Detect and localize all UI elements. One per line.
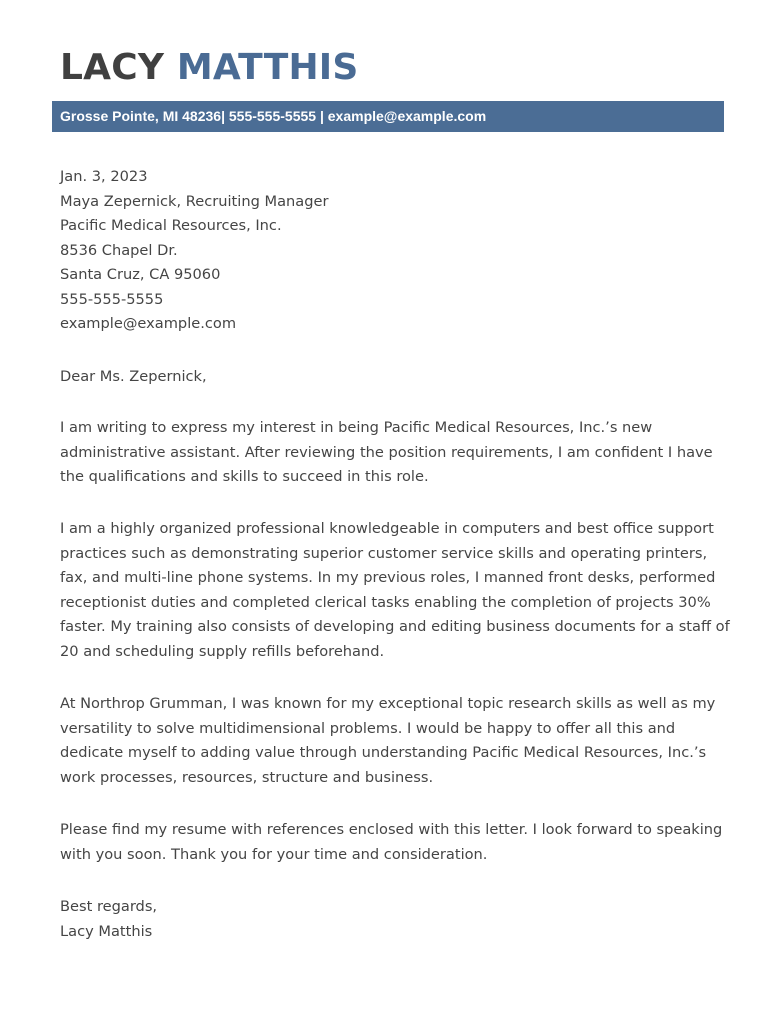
first-name: LACY — [60, 47, 165, 88]
body-paragraph-4: Please find my resume with references enclosed with this letter. I look forward to speaking with you soon. Thank you for your time and consideration. — [60, 821, 723, 863]
recipient-block — [60, 165, 730, 337]
body-paragraph-1: I am writing to express my interest in being Pacific Medical Resources, Inc.’s new administrative assistant. After reviewing the position requirements, I am confident I have the qualifications and skills to succeed in this role. — [60, 419, 713, 485]
signature: Lacy Matthis — [60, 922, 153, 940]
letter-date: Jan. 3, 2023 — [60, 168, 148, 185]
recipient-street: 8536 Chapel Dr. — [60, 241, 178, 259]
body-paragraph-3: At Northrop Grumman, I was known for my exceptional topic research skills as well as my versatility to solve multidimensional problems. I would be happy to offer all this and dedicate myself to adding value through understanding Pacific Medical Resources, Inc.’s work processes, resources, structure and business. — [60, 695, 716, 786]
applicant-name — [60, 44, 359, 92]
recipient-company: Pacific Medical Resources, Inc. — [60, 217, 282, 234]
recipient-phone: 555-555-5555 — [60, 290, 164, 308]
body-paragraph-2: I am a highly organized professional knowledgeable in computers and best office support practices such as demonstrating superior customer service skills and operating printers, fax, and multi-line phone systems. In my previous roles, I manned front desks, performed receptionist duties and completed clerical tasks enabling the completion of projects 30% faster. My training also consists of developing and editing business documents for a staff of 20 and scheduling supply refills beforehand. — [60, 520, 730, 660]
recipient-city-state-zip: Santa Cruz, CA 95060 — [60, 266, 221, 283]
salutation: Dear Ms. Zepernick, — [60, 368, 207, 385]
contact-bar: Grosse Pointe, MI 48236| 555-555-5555 | example@example.com — [52, 101, 724, 132]
closing: Best regards, — [60, 898, 158, 915]
last-name: MATTHIS — [176, 47, 359, 88]
recipient-email: example@example.com — [60, 315, 237, 332]
closing-block — [60, 895, 730, 944]
recipient-name-title: Maya Zepernick, Recruiting Manager — [60, 192, 329, 210]
